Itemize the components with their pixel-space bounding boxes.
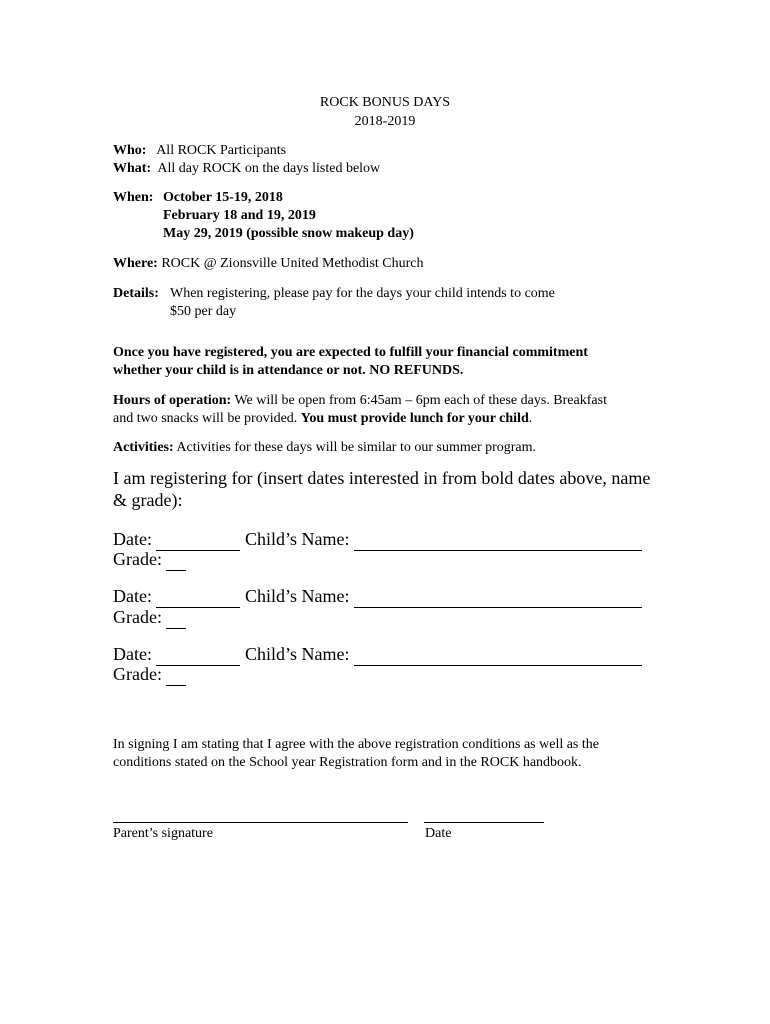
what-value: All day ROCK on the days listed below <box>157 161 381 176</box>
where-value: ROCK @ Zionsville United Methodist Church <box>161 256 424 271</box>
when-date-2: February 18 and 19, 2019 <box>163 208 316 223</box>
child-name-input-3[interactable] <box>354 644 642 666</box>
hours-label: Hours of operation: <box>113 393 232 408</box>
commitment-line-2: whether your child is in attendance or not. NO REFUNDS. <box>113 363 464 378</box>
where-label: Where: <box>113 256 158 271</box>
signature-date-line[interactable] <box>424 822 544 823</box>
activities-line <box>113 439 536 457</box>
who-line <box>113 142 286 160</box>
document-year: 2018-2019 <box>354 114 416 129</box>
grade-label: Grade: <box>113 607 162 627</box>
document-title: ROCK BONUS DAYS <box>319 95 451 110</box>
child-name-label: Child’s Name: <box>244 644 350 664</box>
registering-line-1: I am registering for (insert dates interested in from bold dates above, name <box>113 468 651 488</box>
child-name-label: Child’s Name: <box>244 529 350 549</box>
details-label: Details: <box>113 286 159 301</box>
grade-row-3 <box>113 664 186 686</box>
grade-input-3[interactable] <box>166 664 186 686</box>
where-line <box>113 255 424 273</box>
date-input-1[interactable] <box>156 529 240 551</box>
child-name-input-2[interactable] <box>354 586 642 608</box>
parent-signature-line[interactable] <box>113 822 408 823</box>
registration-row-3 <box>113 644 642 666</box>
hours-text-1: We will be open from 6:45am – 6pm each of these days. Breakfast <box>234 393 607 408</box>
hours-line-1 <box>113 392 607 410</box>
grade-input-2[interactable] <box>166 607 186 629</box>
date-input-2[interactable] <box>156 586 240 608</box>
hours-lunch-note: You must provide lunch for your child <box>300 411 529 426</box>
details-line-1: When registering, please pay for the days your child intends to come <box>170 286 555 301</box>
what-line <box>113 160 380 178</box>
grade-row-2 <box>113 607 186 629</box>
signature-date-label: Date <box>425 826 452 841</box>
who-value: All ROCK Participants <box>156 143 287 158</box>
grade-label: Grade: <box>113 664 162 684</box>
date-label: Date: <box>113 529 152 549</box>
commitment-line-1: Once you have registered, you are expected to fulfill your financial commitment <box>113 345 588 360</box>
child-name-input-1[interactable] <box>354 529 642 551</box>
when-date-3: May 29, 2019 (possible snow makeup day) <box>163 226 414 241</box>
registering-line-2: & grade): <box>113 490 183 510</box>
parent-signature-label: Parent’s signature <box>113 826 213 841</box>
agreement-line-2: conditions stated on the School year Registration form and in the ROCK handbook. <box>113 755 582 770</box>
when-date-1: October 15-19, 2018 <box>163 190 283 205</box>
who-label: Who: <box>113 143 147 158</box>
registration-row-1 <box>113 529 642 551</box>
hours-line-2 <box>113 410 532 428</box>
hours-end: . <box>528 411 533 426</box>
agreement-line-1: In signing I am stating that I agree with the above registration conditions as well as the <box>113 737 599 752</box>
date-label: Date: <box>113 586 152 606</box>
grade-row-1 <box>113 549 186 571</box>
grade-label: Grade: <box>113 549 162 569</box>
date-label: Date: <box>113 644 152 664</box>
what-label: What: <box>113 161 152 176</box>
registration-row-2 <box>113 586 642 608</box>
activities-label: Activities: <box>113 440 174 455</box>
date-input-3[interactable] <box>156 644 240 666</box>
when-label: When: <box>113 190 154 205</box>
details-line-2: $50 per day <box>170 304 237 319</box>
activities-value: Activities for these days will be similar to our summer program. <box>176 440 537 455</box>
grade-input-1[interactable] <box>166 549 186 571</box>
child-name-label: Child’s Name: <box>244 586 350 606</box>
hours-text-2: and two snacks will be provided. <box>113 411 298 426</box>
